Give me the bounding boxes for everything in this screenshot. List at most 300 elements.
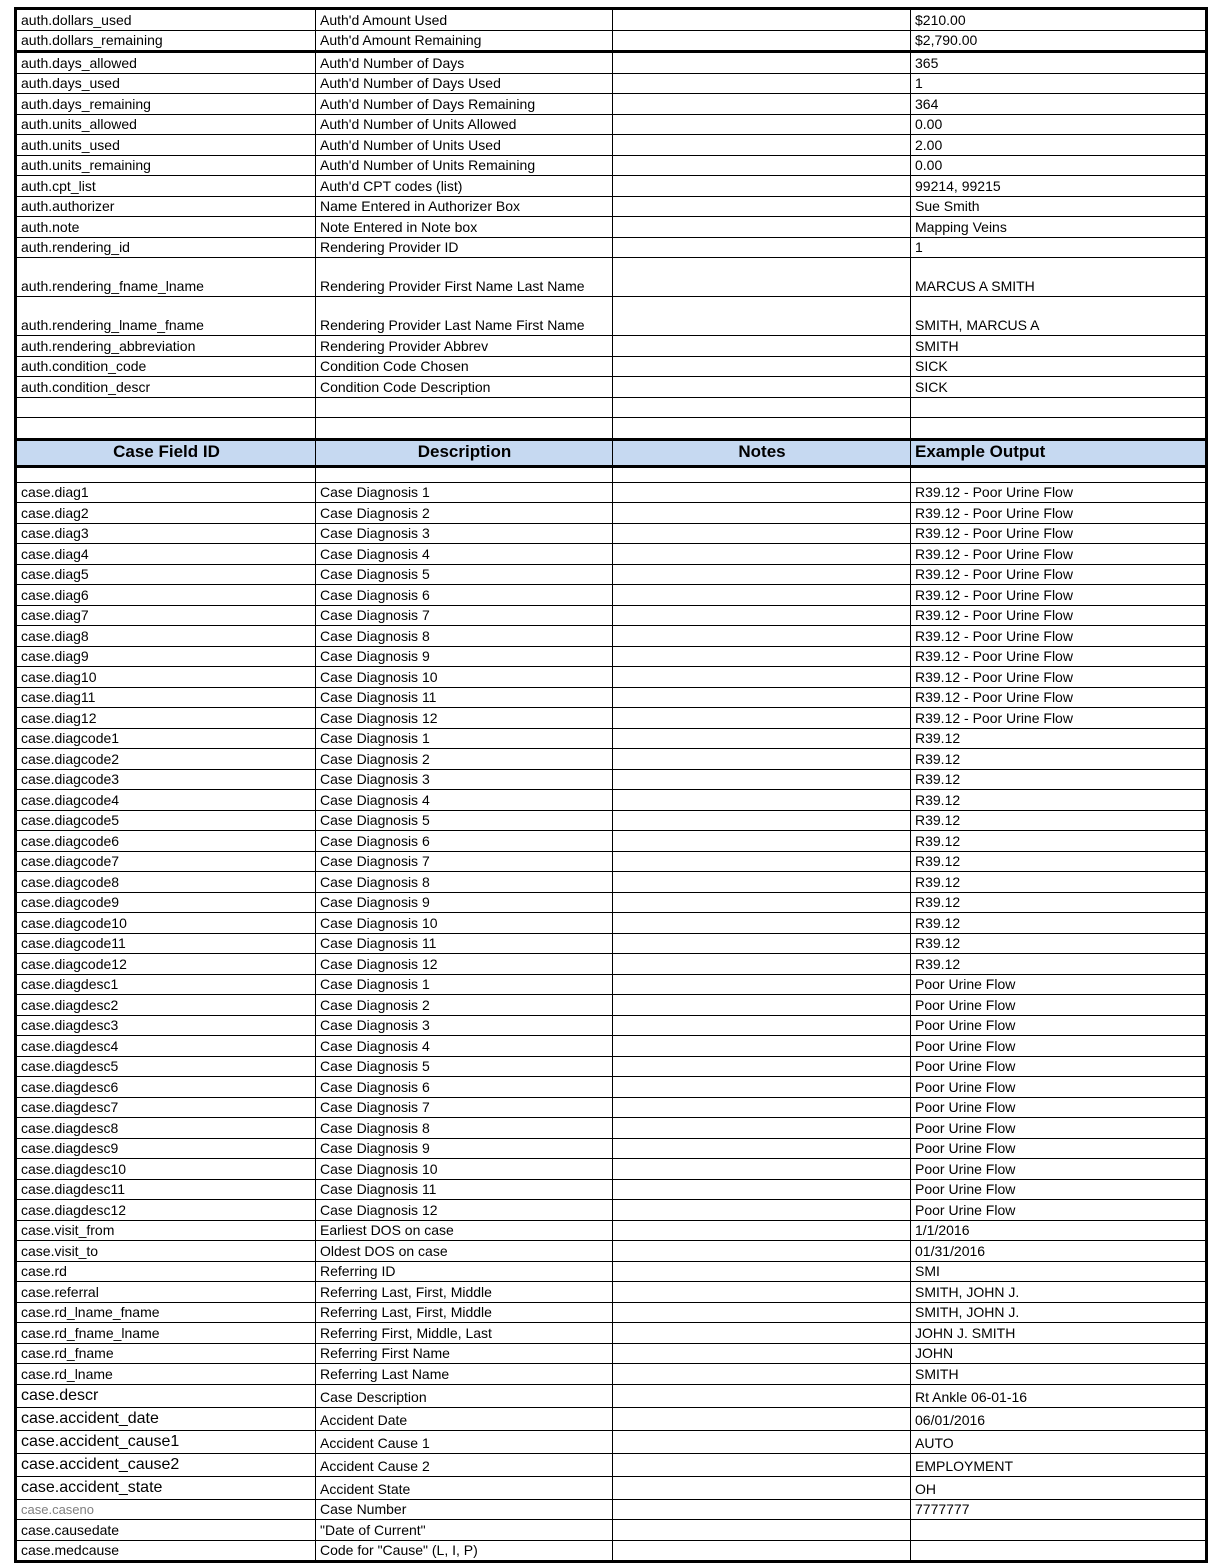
cell-example-output: Poor Urine Flow: [911, 974, 1207, 995]
table-row: [16, 1302, 1207, 1323]
cell-example-output: SMITH: [911, 1364, 1207, 1385]
cell-description: Auth'd Number of Units Remaining: [316, 155, 613, 176]
table-row: [16, 1015, 1207, 1036]
cell-field-id: case.diagcode3: [16, 769, 316, 790]
cell-description: Case Diagnosis 2: [316, 749, 613, 770]
cell-notes: [613, 954, 911, 975]
cell-example-output: 2.00: [911, 135, 1207, 156]
cell-field-id: auth.condition_code: [16, 356, 316, 377]
table-row: [16, 523, 1207, 544]
cell-notes: [613, 1384, 911, 1407]
cell-notes: [613, 523, 911, 544]
cell-description: Accident State: [316, 1476, 613, 1499]
table-row: [16, 377, 1207, 398]
cell-field-id: case.diagcode7: [16, 851, 316, 872]
cell-description: Auth'd CPT codes (list): [316, 176, 613, 197]
cell-example-output: R39.12 - Poor Urine Flow: [911, 585, 1207, 606]
cell-field-id: case.diagdesc1: [16, 974, 316, 995]
cell-description: Rendering Provider ID: [316, 237, 613, 258]
cell-description: "Date of Current": [316, 1520, 613, 1541]
cell-notes: [613, 1261, 911, 1282]
cell-description: Auth'd Number of Units Used: [316, 135, 613, 156]
cell-notes: [613, 1179, 911, 1200]
cell-example-output: SMITH, JOHN J.: [911, 1302, 1207, 1323]
table-row: [16, 1241, 1207, 1262]
cell-notes: [613, 482, 911, 503]
cell-notes: [613, 1200, 911, 1221]
cell-field-id: case.medcause: [16, 1540, 316, 1562]
cell-example-output: JOHN J. SMITH: [911, 1323, 1207, 1344]
cell-notes: [613, 196, 911, 217]
cell-description: Auth'd Amount Used: [316, 9, 613, 31]
table-row: [16, 336, 1207, 357]
cell-notes: [613, 872, 911, 893]
table-row: [16, 297, 1207, 336]
table-row: [16, 1138, 1207, 1159]
cell-field-id: case.diagdesc3: [16, 1015, 316, 1036]
table-row: [16, 1282, 1207, 1303]
cell-description: Oldest DOS on case: [316, 1241, 613, 1262]
blank-row: [16, 418, 1207, 440]
cell-description: Case Diagnosis 3: [316, 769, 613, 790]
cell-example-output: Poor Urine Flow: [911, 1077, 1207, 1098]
cell-notes: [613, 995, 911, 1016]
table-row: [16, 1323, 1207, 1344]
table-row: [16, 1364, 1207, 1385]
cell-notes: [613, 377, 911, 398]
cell-notes: [613, 1097, 911, 1118]
table-row: [16, 708, 1207, 729]
cell-field-id: case.caseno: [16, 1499, 316, 1520]
section-header-row: [16, 439, 1207, 466]
cell-description: [316, 418, 613, 440]
cell-field-id: auth.days_allowed: [16, 52, 316, 74]
cell-example-output: Poor Urine Flow: [911, 1159, 1207, 1180]
cell-field-id: case.diagdesc9: [16, 1138, 316, 1159]
cell-field-id: case.diagcode10: [16, 913, 316, 934]
cell-field-id: auth.rendering_lname_fname: [16, 297, 316, 336]
cell-description: Case Diagnosis 12: [316, 1200, 613, 1221]
cell-field-id: case.diag8: [16, 626, 316, 647]
cell-field-id: [16, 418, 316, 440]
table-row: [16, 1077, 1207, 1098]
table-row: [16, 585, 1207, 606]
cell-example-output: AUTO: [911, 1430, 1207, 1453]
cell-example-output: MARCUS A SMITH: [911, 258, 1207, 297]
cell-field-id: auth.rendering_fname_lname: [16, 258, 316, 297]
cell-field-id: auth.dollars_used: [16, 9, 316, 31]
cell-example-output: SMITH: [911, 336, 1207, 357]
cell-field-id: case.causedate: [16, 1520, 316, 1541]
cell-notes: [613, 1036, 911, 1057]
cell-notes: [613, 336, 911, 357]
cell-notes: [613, 1364, 911, 1385]
cell-description: Referring ID: [316, 1261, 613, 1282]
table-row: [16, 1430, 1207, 1453]
cell-example-output: SMITH, MARCUS A: [911, 297, 1207, 336]
cell-description: Case Diagnosis 12: [316, 708, 613, 729]
cell-notes: [613, 831, 911, 852]
cell-description: Condition Code Description: [316, 377, 613, 398]
cell-field-id: auth.authorizer: [16, 196, 316, 217]
cell-notes: [613, 1540, 911, 1562]
cell-notes: [613, 790, 911, 811]
table-row: [16, 1056, 1207, 1077]
cell-example-output: R39.12: [911, 728, 1207, 749]
column-header-notes: Notes: [613, 439, 911, 466]
cell-description: Note Entered in Note box: [316, 217, 613, 238]
table-row: [16, 1097, 1207, 1118]
cell-example-output: [911, 418, 1207, 440]
cell-notes: [613, 297, 911, 336]
cell-notes: [613, 667, 911, 688]
cell-description: Auth'd Amount Remaining: [316, 30, 613, 52]
cell-notes: [613, 1430, 911, 1453]
cell-notes: [613, 1520, 911, 1541]
table-row: [16, 155, 1207, 176]
cell-example-output: [911, 466, 1207, 482]
cell-example-output: [911, 1540, 1207, 1562]
table-row: [16, 769, 1207, 790]
cell-description: Case Diagnosis 12: [316, 954, 613, 975]
cell-example-output: R39.12 - Poor Urine Flow: [911, 646, 1207, 667]
table-row: [16, 544, 1207, 565]
cell-description: Case Diagnosis 4: [316, 1036, 613, 1057]
cell-description: Referring Last Name: [316, 1364, 613, 1385]
cell-notes: [613, 605, 911, 626]
cell-description: Accident Cause 2: [316, 1453, 613, 1476]
cell-example-output: R39.12 - Poor Urine Flow: [911, 503, 1207, 524]
table-row: [16, 176, 1207, 197]
cell-notes: [613, 1453, 911, 1476]
cell-notes: [613, 1118, 911, 1139]
table-row: [16, 1499, 1207, 1520]
cell-description: Case Diagnosis 6: [316, 831, 613, 852]
cell-description: [316, 466, 613, 482]
cell-notes: [613, 1407, 911, 1430]
cell-example-output: SMI: [911, 1261, 1207, 1282]
cell-notes: [613, 52, 911, 74]
cell-example-output: Poor Urine Flow: [911, 995, 1207, 1016]
cell-example-output: [911, 397, 1207, 418]
cell-notes: [613, 1015, 911, 1036]
cell-example-output: Sue Smith: [911, 196, 1207, 217]
table-row: [16, 954, 1207, 975]
cell-field-id: [16, 466, 316, 482]
cell-description: Rendering Provider Abbrev: [316, 336, 613, 357]
cell-field-id: case.diagdesc7: [16, 1097, 316, 1118]
cell-description: Case Diagnosis 6: [316, 1077, 613, 1098]
cell-notes: [613, 1302, 911, 1323]
cell-example-output: 1: [911, 237, 1207, 258]
cell-description: Case Diagnosis 8: [316, 1118, 613, 1139]
cell-description: Condition Code Chosen: [316, 356, 613, 377]
cell-field-id: case.rd_fname: [16, 1343, 316, 1364]
cell-notes: [613, 356, 911, 377]
cell-example-output: 0.00: [911, 114, 1207, 135]
cell-example-output: R39.12 - Poor Urine Flow: [911, 708, 1207, 729]
cell-example-output: Poor Urine Flow: [911, 1015, 1207, 1036]
cell-field-id: case.diagdesc11: [16, 1179, 316, 1200]
cell-description: Referring Last, First, Middle: [316, 1302, 613, 1323]
cell-field-id: case.diag12: [16, 708, 316, 729]
table-row: [16, 30, 1207, 52]
cell-field-id: case.diagcode4: [16, 790, 316, 811]
cell-field-id: case.diagdesc6: [16, 1077, 316, 1098]
cell-description: Referring First, Middle, Last: [316, 1323, 613, 1344]
cell-example-output: R39.12: [911, 749, 1207, 770]
cell-field-id: case.diag10: [16, 667, 316, 688]
cell-field-id: auth.days_used: [16, 73, 316, 94]
table-row: [16, 851, 1207, 872]
cell-example-output: OH: [911, 1476, 1207, 1499]
cell-example-output: 364: [911, 94, 1207, 115]
cell-field-id: case.diagcode1: [16, 728, 316, 749]
cell-notes: [613, 155, 911, 176]
cell-notes: [613, 544, 911, 565]
cell-field-id: case.diagcode11: [16, 933, 316, 954]
cell-notes: [613, 1499, 911, 1520]
cell-example-output: Poor Urine Flow: [911, 1118, 1207, 1139]
table-row: [16, 1118, 1207, 1139]
cell-description: Case Diagnosis 1: [316, 728, 613, 749]
cell-notes: [613, 1138, 911, 1159]
cell-example-output: 01/31/2016: [911, 1241, 1207, 1262]
cell-example-output: R39.12: [911, 851, 1207, 872]
cell-field-id: case.accident_state: [16, 1476, 316, 1499]
cell-description: Auth'd Number of Days Used: [316, 73, 613, 94]
cell-example-output: SICK: [911, 356, 1207, 377]
cell-notes: [613, 237, 911, 258]
cell-description: Case Diagnosis 2: [316, 503, 613, 524]
cell-description: Case Diagnosis 7: [316, 605, 613, 626]
cell-field-id: case.diagcode8: [16, 872, 316, 893]
cell-field-id: case.diagcode6: [16, 831, 316, 852]
cell-example-output: JOHN: [911, 1343, 1207, 1364]
cell-example-output: R39.12: [911, 954, 1207, 975]
column-header-description: Description: [316, 439, 613, 466]
cell-description: Case Diagnosis 7: [316, 1097, 613, 1118]
cell-notes: [613, 1476, 911, 1499]
cell-notes: [613, 892, 911, 913]
cell-field-id: auth.days_remaining: [16, 94, 316, 115]
cell-notes: [613, 585, 911, 606]
cell-example-output: R39.12: [911, 872, 1207, 893]
cell-example-output: R39.12 - Poor Urine Flow: [911, 667, 1207, 688]
cell-notes: [613, 30, 911, 52]
cell-description: Case Diagnosis 9: [316, 892, 613, 913]
cell-example-output: SMITH, JOHN J.: [911, 1282, 1207, 1303]
cell-description: Case Number: [316, 1499, 613, 1520]
cell-example-output: Poor Urine Flow: [911, 1200, 1207, 1221]
cell-notes: [613, 1220, 911, 1241]
cell-example-output: R39.12: [911, 933, 1207, 954]
cell-notes: [613, 466, 911, 482]
cell-description: Name Entered in Authorizer Box: [316, 196, 613, 217]
cell-description: Case Diagnosis 6: [316, 585, 613, 606]
cell-description: Case Diagnosis 4: [316, 790, 613, 811]
cell-notes: [613, 176, 911, 197]
cell-example-output: $2,790.00: [911, 30, 1207, 52]
cell-notes: [613, 1077, 911, 1098]
cell-example-output: Mapping Veins: [911, 217, 1207, 238]
cell-example-output: R39.12: [911, 892, 1207, 913]
cell-field-id: auth.condition_descr: [16, 377, 316, 398]
table-row: [16, 94, 1207, 115]
cell-example-output: R39.12: [911, 831, 1207, 852]
cell-notes: [613, 810, 911, 831]
cell-notes: [613, 913, 911, 934]
table-row: [16, 626, 1207, 647]
cell-description: Accident Cause 1: [316, 1430, 613, 1453]
table-row: [16, 356, 1207, 377]
cell-description: Case Diagnosis 10: [316, 1159, 613, 1180]
cell-field-id: case.visit_from: [16, 1220, 316, 1241]
cell-example-output: R39.12 - Poor Urine Flow: [911, 544, 1207, 565]
cell-example-output: SICK: [911, 377, 1207, 398]
cell-field-id: case.diagcode9: [16, 892, 316, 913]
table-row: [16, 913, 1207, 934]
cell-field-id: auth.rendering_abbreviation: [16, 336, 316, 357]
table-row: [16, 1261, 1207, 1282]
cell-field-id: case.rd: [16, 1261, 316, 1282]
cell-field-id: auth.units_used: [16, 135, 316, 156]
cell-example-output: R39.12 - Poor Urine Flow: [911, 523, 1207, 544]
table-row: [16, 1453, 1207, 1476]
table-row: [16, 728, 1207, 749]
cell-description: Case Diagnosis 10: [316, 913, 613, 934]
cell-description: Case Diagnosis 1: [316, 482, 613, 503]
cell-field-id: case.diagdesc5: [16, 1056, 316, 1077]
cell-notes: [613, 114, 911, 135]
cell-field-id: case.accident_cause2: [16, 1453, 316, 1476]
table-row: [16, 258, 1207, 297]
blank-row: [16, 397, 1207, 418]
cell-example-output: R39.12 - Poor Urine Flow: [911, 482, 1207, 503]
cell-example-output: Poor Urine Flow: [911, 1179, 1207, 1200]
table-row: [16, 217, 1207, 238]
table-row: [16, 73, 1207, 94]
field-reference-table: [14, 7, 1208, 1563]
cell-notes: [613, 217, 911, 238]
cell-notes: [613, 646, 911, 667]
table-row: [16, 1343, 1207, 1364]
cell-field-id: case.diagcode5: [16, 810, 316, 831]
cell-description: Auth'd Number of Days Remaining: [316, 94, 613, 115]
cell-description: Case Description: [316, 1384, 613, 1407]
table-row: [16, 933, 1207, 954]
cell-field-id: auth.units_allowed: [16, 114, 316, 135]
cell-field-id: case.visit_to: [16, 1241, 316, 1262]
cell-notes: [613, 749, 911, 770]
cell-notes: [613, 1056, 911, 1077]
cell-field-id: case.accident_cause1: [16, 1430, 316, 1453]
cell-field-id: case.diagdesc8: [16, 1118, 316, 1139]
cell-description: Case Diagnosis 5: [316, 564, 613, 585]
cell-description: Case Diagnosis 9: [316, 1138, 613, 1159]
cell-field-id: case.diagdesc4: [16, 1036, 316, 1057]
table-row: [16, 1159, 1207, 1180]
cell-example-output: R39.12 - Poor Urine Flow: [911, 605, 1207, 626]
cell-description: Accident Date: [316, 1407, 613, 1430]
cell-description: Case Diagnosis 11: [316, 1179, 613, 1200]
cell-field-id: case.descr: [16, 1384, 316, 1407]
cell-field-id: case.referral: [16, 1282, 316, 1303]
table-row: [16, 1036, 1207, 1057]
cell-example-output: R39.12: [911, 769, 1207, 790]
table-row: [16, 995, 1207, 1016]
table-row: [16, 892, 1207, 913]
cell-notes: [613, 94, 911, 115]
table-row: [16, 1220, 1207, 1241]
cell-description: Case Diagnosis 1: [316, 974, 613, 995]
cell-example-output: 1: [911, 73, 1207, 94]
cell-example-output: 7777777: [911, 1499, 1207, 1520]
cell-field-id: auth.rendering_id: [16, 237, 316, 258]
cell-example-output: R39.12: [911, 810, 1207, 831]
cell-field-id: case.accident_date: [16, 1407, 316, 1430]
table-row: [16, 831, 1207, 852]
cell-example-output: 0.00: [911, 155, 1207, 176]
cell-notes: [613, 974, 911, 995]
table-row: [16, 114, 1207, 135]
cell-description: Case Diagnosis 11: [316, 687, 613, 708]
cell-field-id: case.diag2: [16, 503, 316, 524]
cell-field-id: case.rd_lname_fname: [16, 1302, 316, 1323]
cell-field-id: case.diag11: [16, 687, 316, 708]
table-row: [16, 1200, 1207, 1221]
cell-field-id: case.diagdesc2: [16, 995, 316, 1016]
cell-field-id: case.rd_lname: [16, 1364, 316, 1385]
cell-field-id: case.rd_fname_lname: [16, 1323, 316, 1344]
cell-description: Case Diagnosis 3: [316, 1015, 613, 1036]
cell-notes: [613, 135, 911, 156]
cell-example-output: Poor Urine Flow: [911, 1056, 1207, 1077]
table-row: [16, 687, 1207, 708]
cell-field-id: case.diag6: [16, 585, 316, 606]
table-row: [16, 974, 1207, 995]
cell-example-output: EMPLOYMENT: [911, 1453, 1207, 1476]
cell-notes: [613, 1323, 911, 1344]
table-body: [16, 9, 1207, 1562]
cell-description: Case Diagnosis 11: [316, 933, 613, 954]
cell-example-output: Poor Urine Flow: [911, 1036, 1207, 1057]
cell-notes: [613, 1343, 911, 1364]
cell-description: Case Diagnosis 9: [316, 646, 613, 667]
cell-notes: [613, 687, 911, 708]
cell-example-output: 365: [911, 52, 1207, 74]
cell-notes: [613, 769, 911, 790]
cell-field-id: auth.units_remaining: [16, 155, 316, 176]
cell-example-output: 99214, 99215: [911, 176, 1207, 197]
cell-example-output: R39.12: [911, 913, 1207, 934]
cell-description: Case Diagnosis 4: [316, 544, 613, 565]
table-row: [16, 9, 1207, 31]
table-row: [16, 135, 1207, 156]
cell-description: Referring First Name: [316, 1343, 613, 1364]
cell-description: Case Diagnosis 3: [316, 523, 613, 544]
cell-notes: [613, 1282, 911, 1303]
cell-field-id: auth.note: [16, 217, 316, 238]
cell-field-id: case.diag9: [16, 646, 316, 667]
cell-field-id: [16, 397, 316, 418]
cell-description: Case Diagnosis 7: [316, 851, 613, 872]
cell-notes: [613, 73, 911, 94]
cell-notes: [613, 564, 911, 585]
cell-field-id: case.diag4: [16, 544, 316, 565]
cell-example-output: 06/01/2016: [911, 1407, 1207, 1430]
blank-row: [16, 466, 1207, 482]
